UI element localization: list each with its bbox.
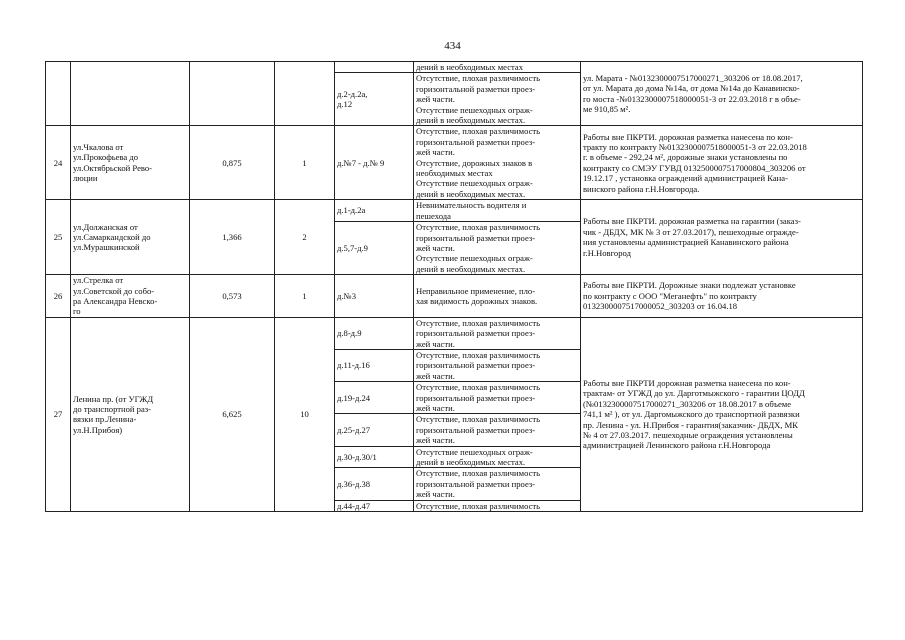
defect-line: жей части. [416,94,455,105]
text-line: д.№7 - д.№ 9 [337,157,385,168]
text-line: Работы вне ПКРТИ. дорожная разметка на гарантии (заказ- [583,216,801,227]
defect-cell [414,500,581,511]
defect-line: горизонтальной разметки проез- [416,478,536,489]
defect-line: Невнимательность водителя и [416,200,527,211]
accident-sites-table [45,61,863,512]
defect-line: Отсутствие, плохая различимость [416,414,541,425]
defect-line: жей части. [416,435,455,446]
length-cell [190,62,275,126]
row-number-cell [46,62,71,126]
defect-cell [414,62,581,73]
defect-line: горизонтальной разметки проез- [416,232,536,243]
text-line: д.25-д.27 [337,424,371,435]
defect-cell [414,275,581,318]
text-line: ра Александра Невско- [73,295,158,306]
defect-cell [414,382,581,414]
defect-line: Отсутствие пешеходных ограж- [416,104,533,115]
house-range-cell [335,349,414,381]
length-cell: 0,875 [190,126,275,200]
house-range-cell [335,275,414,318]
length-cell: 1,366 [190,200,275,275]
text-line: Работы вне ПКРТИ дорожная разметка нанесена по кон- [583,377,791,388]
text-line: 19.12.17 , установка ограждений администрацией Кана- [583,173,788,184]
defect-cell [414,414,581,446]
text-line: ул.Октябрьской Рево- [73,162,153,173]
house-range-cell [335,414,414,446]
length-cell: 0,573 [190,275,275,318]
house-range-cell [335,382,414,414]
defect-line: Отсутствие, плохая различимость [416,73,541,84]
text-line: ул.Стрелка от [73,275,124,286]
defect-cell [414,222,581,275]
defect-line: дений в необходимых местах. [416,263,526,274]
house-range-cell [335,200,414,222]
count-cell: 10 [275,317,335,511]
defect-line: горизонтальной разметки проез- [416,136,536,147]
house-range-cell [335,468,414,500]
table-row [46,200,863,222]
house-range-cell [335,126,414,200]
text-line: трактам- от УГЖД до ул. Дарготмыжского - гарантии ЦОДД [583,388,805,399]
text-line: от ул. Марата до дома №14а, от дома №14а до Канавинско- [583,83,800,94]
defect-line: жей части. [416,338,455,349]
defect-cell [414,200,581,222]
text-line: винского района г.Н.Новгорода. [583,183,700,194]
measures-cell [581,317,863,511]
text-line: Работы вне ПКРТИ. Дорожные знаки подлежат установке [583,280,796,291]
text-line: г. в объеме - 292,24 м², дорожные знаки установлены по [583,152,788,163]
text-line: № 4 от 27.03.2017. пешеходные ограждения установлены [583,430,793,441]
defect-line: Отсутствие, плохая различимость [416,349,541,360]
defect-line: жей части. [416,489,455,500]
defect-line: горизонтальной разметки проез- [416,392,536,403]
defect-line: жей части. [416,242,455,253]
defect-line: хая видимость дорожных знаков. [416,295,538,306]
table-row [46,62,863,73]
house-range-cell [335,73,414,126]
defect-line: жей части. [416,370,455,381]
text-line: ул.Н.Прибоя) [73,424,123,435]
street-cell [71,275,190,318]
defect-line: дений в необходимых местах. [416,188,526,199]
measures-cell [581,275,863,318]
length-cell: 6,625 [190,317,275,511]
street-cell [71,200,190,275]
defect-line: горизонтальной разметки проез- [416,83,536,94]
text-line: го моста -№0132300007518000051-3 от 22.03.2018 г в объе- [583,93,801,104]
street-cell [71,126,190,200]
house-range-cell [335,222,414,275]
text-line: ул.Должанская от [73,221,138,232]
measures-cell [581,126,863,200]
house-range-cell [335,500,414,511]
defect-line: Неправильное применение, пло- [416,285,536,296]
defect-line: дений в необходимых местах. [416,115,526,126]
table-row [46,275,863,318]
defect-line: Отсутствие, плохая различимость [416,317,541,328]
text-line: д.№3 [337,290,357,301]
defect-line: Отсутствие, плохая различимость [416,468,541,479]
defect-line: горизонтальной разметки проез- [416,424,536,435]
count-cell [275,62,335,126]
text-line: администрацией Ленинского района г.Н.Новгорода [583,440,771,451]
defect-line: Отсутствие, плохая различимость [416,222,541,233]
text-line: д.44-д.47 [337,500,371,511]
text-line: ул.Мурашкинской [73,242,140,253]
house-range-cell [335,446,414,468]
defect-line: Отсутствие пешеходных ограж- [416,253,533,264]
defect-line: Отсутствие пешеходных ограж- [416,446,533,457]
text-line: ул.Советской до собо- [73,285,155,296]
measures-cell [581,200,863,275]
street-cell [71,62,190,126]
table-row [46,317,863,349]
defect-line: дений в необходимых местах. [416,457,526,468]
row-number-cell: 27 [46,317,71,511]
text-line: (№0132300007517000271_303206 от 18.08.2017 в объеме [583,398,792,409]
defect-line: горизонтальной разметки проез- [416,360,536,371]
defect-line: Отсутствие, дорожных знаков в [416,157,533,168]
text-line: ул.Прокофьева до [73,152,139,163]
text-line: д.5,7-д.9 [337,242,368,253]
street-cell [71,317,190,511]
text-line: д.12 [337,99,353,110]
text-line: вязки пр.Ленина- [73,414,137,425]
text-line: чик - ДБДХ, МК № 3 от 27.03.2017), пешеходные огражде- [583,226,799,237]
defect-line: необходимых местах [416,168,493,179]
row-number-cell: 26 [46,275,71,318]
defect-cell [414,73,581,126]
defect-line: жей части. [416,147,455,158]
text-line: д.11-д.16 [337,360,370,371]
text-line: контракту со СМЭУ ГУВД 0132500007517000804_303206 от [583,162,806,173]
text-line: 0132300007517000052_303203 от 16.04.18 [583,301,738,312]
text-line: люции [73,173,98,184]
text-line: до транспортной раз- [73,404,152,414]
table-row [46,126,863,200]
defect-line: горизонтальной разметки проез- [416,328,536,339]
defect-cell [414,468,581,500]
text-line: ме 910,85 м². [583,104,631,115]
text-line: пр. Ленина - ул. Н.Прибоя - гарантия(заказчик- ДБДХ, МК [583,419,798,430]
text-line: г.Н.Новгород [583,247,631,258]
defect-line: Отсутствие, плохая различимость [416,500,541,511]
text-line: 741,1 м² ), от ул. Даргомыжского до транспортной развязки [583,409,800,420]
text-line: д.1-д.2а [337,205,366,216]
text-line: Работы вне ПКРТИ. дорожная разметка нанесена по кон- [583,131,793,142]
text-line: ния установлены администрацией Канавинского района [583,237,789,248]
text-line: д.36-д.38 [337,478,371,489]
defect-line: жей части. [416,403,455,413]
text-line: го [73,306,81,317]
count-cell: 2 [275,200,335,275]
text-line: Ленина пр. (от УГЖД [73,393,154,404]
text-line: ул.Самаркандской до [73,232,151,242]
defect-cell [414,317,581,349]
text-line: ул. Марата - №0132300007517000271_303206 от 18.08.2017, [583,72,803,83]
defect-cell [414,446,581,468]
text-line: д.19-д.24 [337,392,371,403]
text-line: по контракту с ООО "Меганефть" по контракту [583,290,757,301]
defect-cell [414,349,581,381]
count-cell: 1 [275,275,335,318]
defect-line: дений в необходимых местах [416,62,523,72]
house-range-cell [335,62,414,73]
defect-cell [414,126,581,200]
count-cell: 1 [275,126,335,200]
page-number: 434 [444,40,461,52]
house-range-cell [335,317,414,349]
text-line: ул.Чкалова от [73,142,124,153]
defect-line: Отсутствие, плохая различимость [416,382,541,393]
text-line: д.8-д.9 [337,328,362,339]
text-line: тракту по контракту №0132300007518000051-3 от 22.03.2018 [583,142,807,153]
defect-line: Отсутствие, плохая различимость [416,126,541,137]
text-line: д.2-д.2а, [337,89,368,100]
defect-line: Отсутствие пешеходных ограж- [416,178,533,189]
measures-cell [581,62,863,126]
defect-line: пешехода [416,210,451,221]
row-number-cell: 24 [46,126,71,200]
row-number-cell: 25 [46,200,71,275]
text-line: д.30-д.30/1 [337,451,377,462]
